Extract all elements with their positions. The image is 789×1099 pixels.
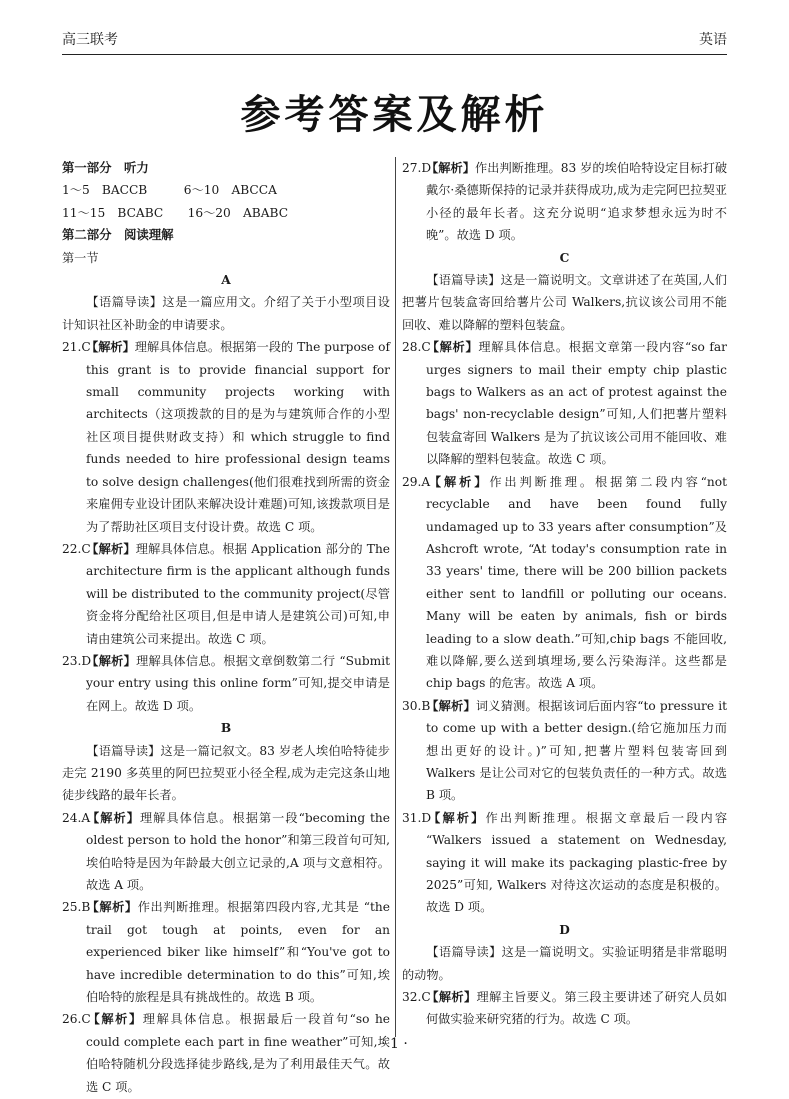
passage-intro: 【语篇导读】这是一篇说明文。文章讲述了在英国,人们把薯片包装盒寄回给薯片公司 Walkers,抗议该公司用不能回收、难以降解的塑料包装盒。: [402, 273, 727, 332]
question-21: 21.C【解析】理解具体信息。根据第一段的 The purpose of this grant is to provide financial support for small community projects working with architects（这项拨款的目的是为与建筑师合作的小型社区项目提供财政支持）和 which struggle to find funds needed to hire professional design teams to solve design challenges(他们很难找到所需的资金来雇佣专业设计团队来解决设计难题)可知,该拨款项目是为了帮助社区项目支付设计费。故选 C 项。: [62, 340, 390, 534]
part1-heading: 第一部分 听力: [62, 160, 149, 175]
question-30: 30.B【解析】词义猜测。根据该词后面内容“to pressure it to come up with a better design.(给它施加压力而想出更好的设计。)”可知,把薯片塑料包装寄回到 Walkers 是让公司对它的包装负责任的一种方式。故选 B 项。: [402, 698, 727, 803]
page-number: · 1 ·: [381, 1036, 408, 1052]
column-divider: [395, 157, 396, 1037]
left-column: [62, 157, 391, 1094]
question-27: 27.D【解析】作出判断推理。83 岁的埃伯哈特设定目标打破戴尔·桑德斯保持的记录并获得成功,成为走完阿巴拉契亚小径的最年长者。这充分说明“追求梦想永远为时不晚”。故选 D 项。: [402, 161, 728, 243]
question-23: 23.D【解析】理解具体信息。根据文章倒数第二行 “Submit your entry using this online form”可知,提交申请是在网上。故选 D 项。: [62, 653, 391, 713]
question-22: 22.C【解析】理解具体信息。根据 Application 部分的 The architecture firm is the applicant although funds will be distributed to the community project(尽管资金将分配给社区项目,但是申请人是建筑公司)可知,申请由建筑公司来提出。故选 C 项。: [62, 541, 391, 646]
exam-name: 高三联考: [62, 32, 118, 48]
section-label: 第一节: [62, 250, 99, 265]
document-title: 参考答案及解析: [240, 92, 549, 138]
question-29: 29.A【解析】作出判断推理。根据第二段内容“not recyclable and have been found fully undamaged up to 33 years after consumption”及 Ashcroft wrote, “At today's consumption rate in 33 years' time, there will be 200 billion packets either sent to landfill or polluting our oceans. Many will be eaten by animals, fish or birds leading to a slow death.”可知,chip bags 不能回收,难以降解,要么送到填埋场,要么污染海洋。这些都是 chip bags 的危害。故选 A 项。: [402, 474, 727, 691]
passage-letter: C: [559, 250, 570, 265]
question-24: 24.A【解析】理解具体信息。根据第一段“becoming the oldest person to hold the honor”和第三段首句可知,埃伯哈特是因为年龄最大创立记录的,A 项与文意相符。故选 A 项。: [62, 810, 390, 892]
page-header: [62, 26, 727, 55]
question-26: 26.C【解析】理解具体信息。根据最后一段首句“so he could complete each part in fine weather”可知,埃伯哈特随机分段选择徒步路线,是为了利用最佳天气。故选 C 项。: [62, 1012, 391, 1094]
subject-name: 英语: [699, 32, 727, 48]
question-25: 25.B【解析】作出判断推理。根据第四段内容,尤其是 “the trail got tough at points, even for an experienced biker like himself”和“You've got to have incredible determination to do this”可知,埃伯哈特的旅程是具有挑战性的。故选 B 项。: [62, 900, 390, 1005]
answer-row: 1～5 BACCB 6～10 ABCCA: [62, 183, 277, 198]
passage-intro: 【语篇导读】这是一篇记叙文。83 岁老人埃伯哈特徒步走完 2190 多英里的阿巴拉契亚小径全程,成为走完这条山地徒步线路的最年长者。: [62, 743, 390, 803]
answer-row: 11～15 BCABC 16～20 ABABC: [62, 205, 289, 220]
question-31: 31.D【解析】作出判断推理。根据文章最后一段内容 “Walkers issued a statement on Wednesday, saying it will make its packaging plastic-free by 2025”可知, Walkers 对待这次运动的态度是积极的。故选 D 项。: [402, 810, 728, 915]
passage-intro: 【语篇导读】这是一篇说明文。实验证明猪是非常聪明的动物。: [402, 945, 727, 982]
passage-intro: 【语篇导读】这是一篇应用文。介绍了关于小型项目设计知识社区补助金的申请要求。: [62, 295, 390, 332]
right-column: [402, 157, 727, 1037]
passage-letter: D: [559, 922, 570, 937]
question-28: 28.C【解析】理解具体信息。根据文章第一段内容“so far urges signers to mail their empty chip plastic bags to Walkers as an act of protest against the bags' non-recyclable design”可知,人们把薯片塑料包装盒寄回 Walkers 是为了抗议该公司用不能回收、难以降解的塑料包装盒。故选 C 项。: [402, 340, 727, 467]
part2-heading: 第二部分 阅读理解: [62, 227, 174, 243]
question-32: 32.C【解析】理解主旨要义。第三段主要讲述了研究人员如何做实验来研究猪的行为。故选 C 项。: [402, 990, 728, 1027]
passage-letter: A: [221, 273, 231, 288]
passage-letter: B: [220, 721, 232, 736]
